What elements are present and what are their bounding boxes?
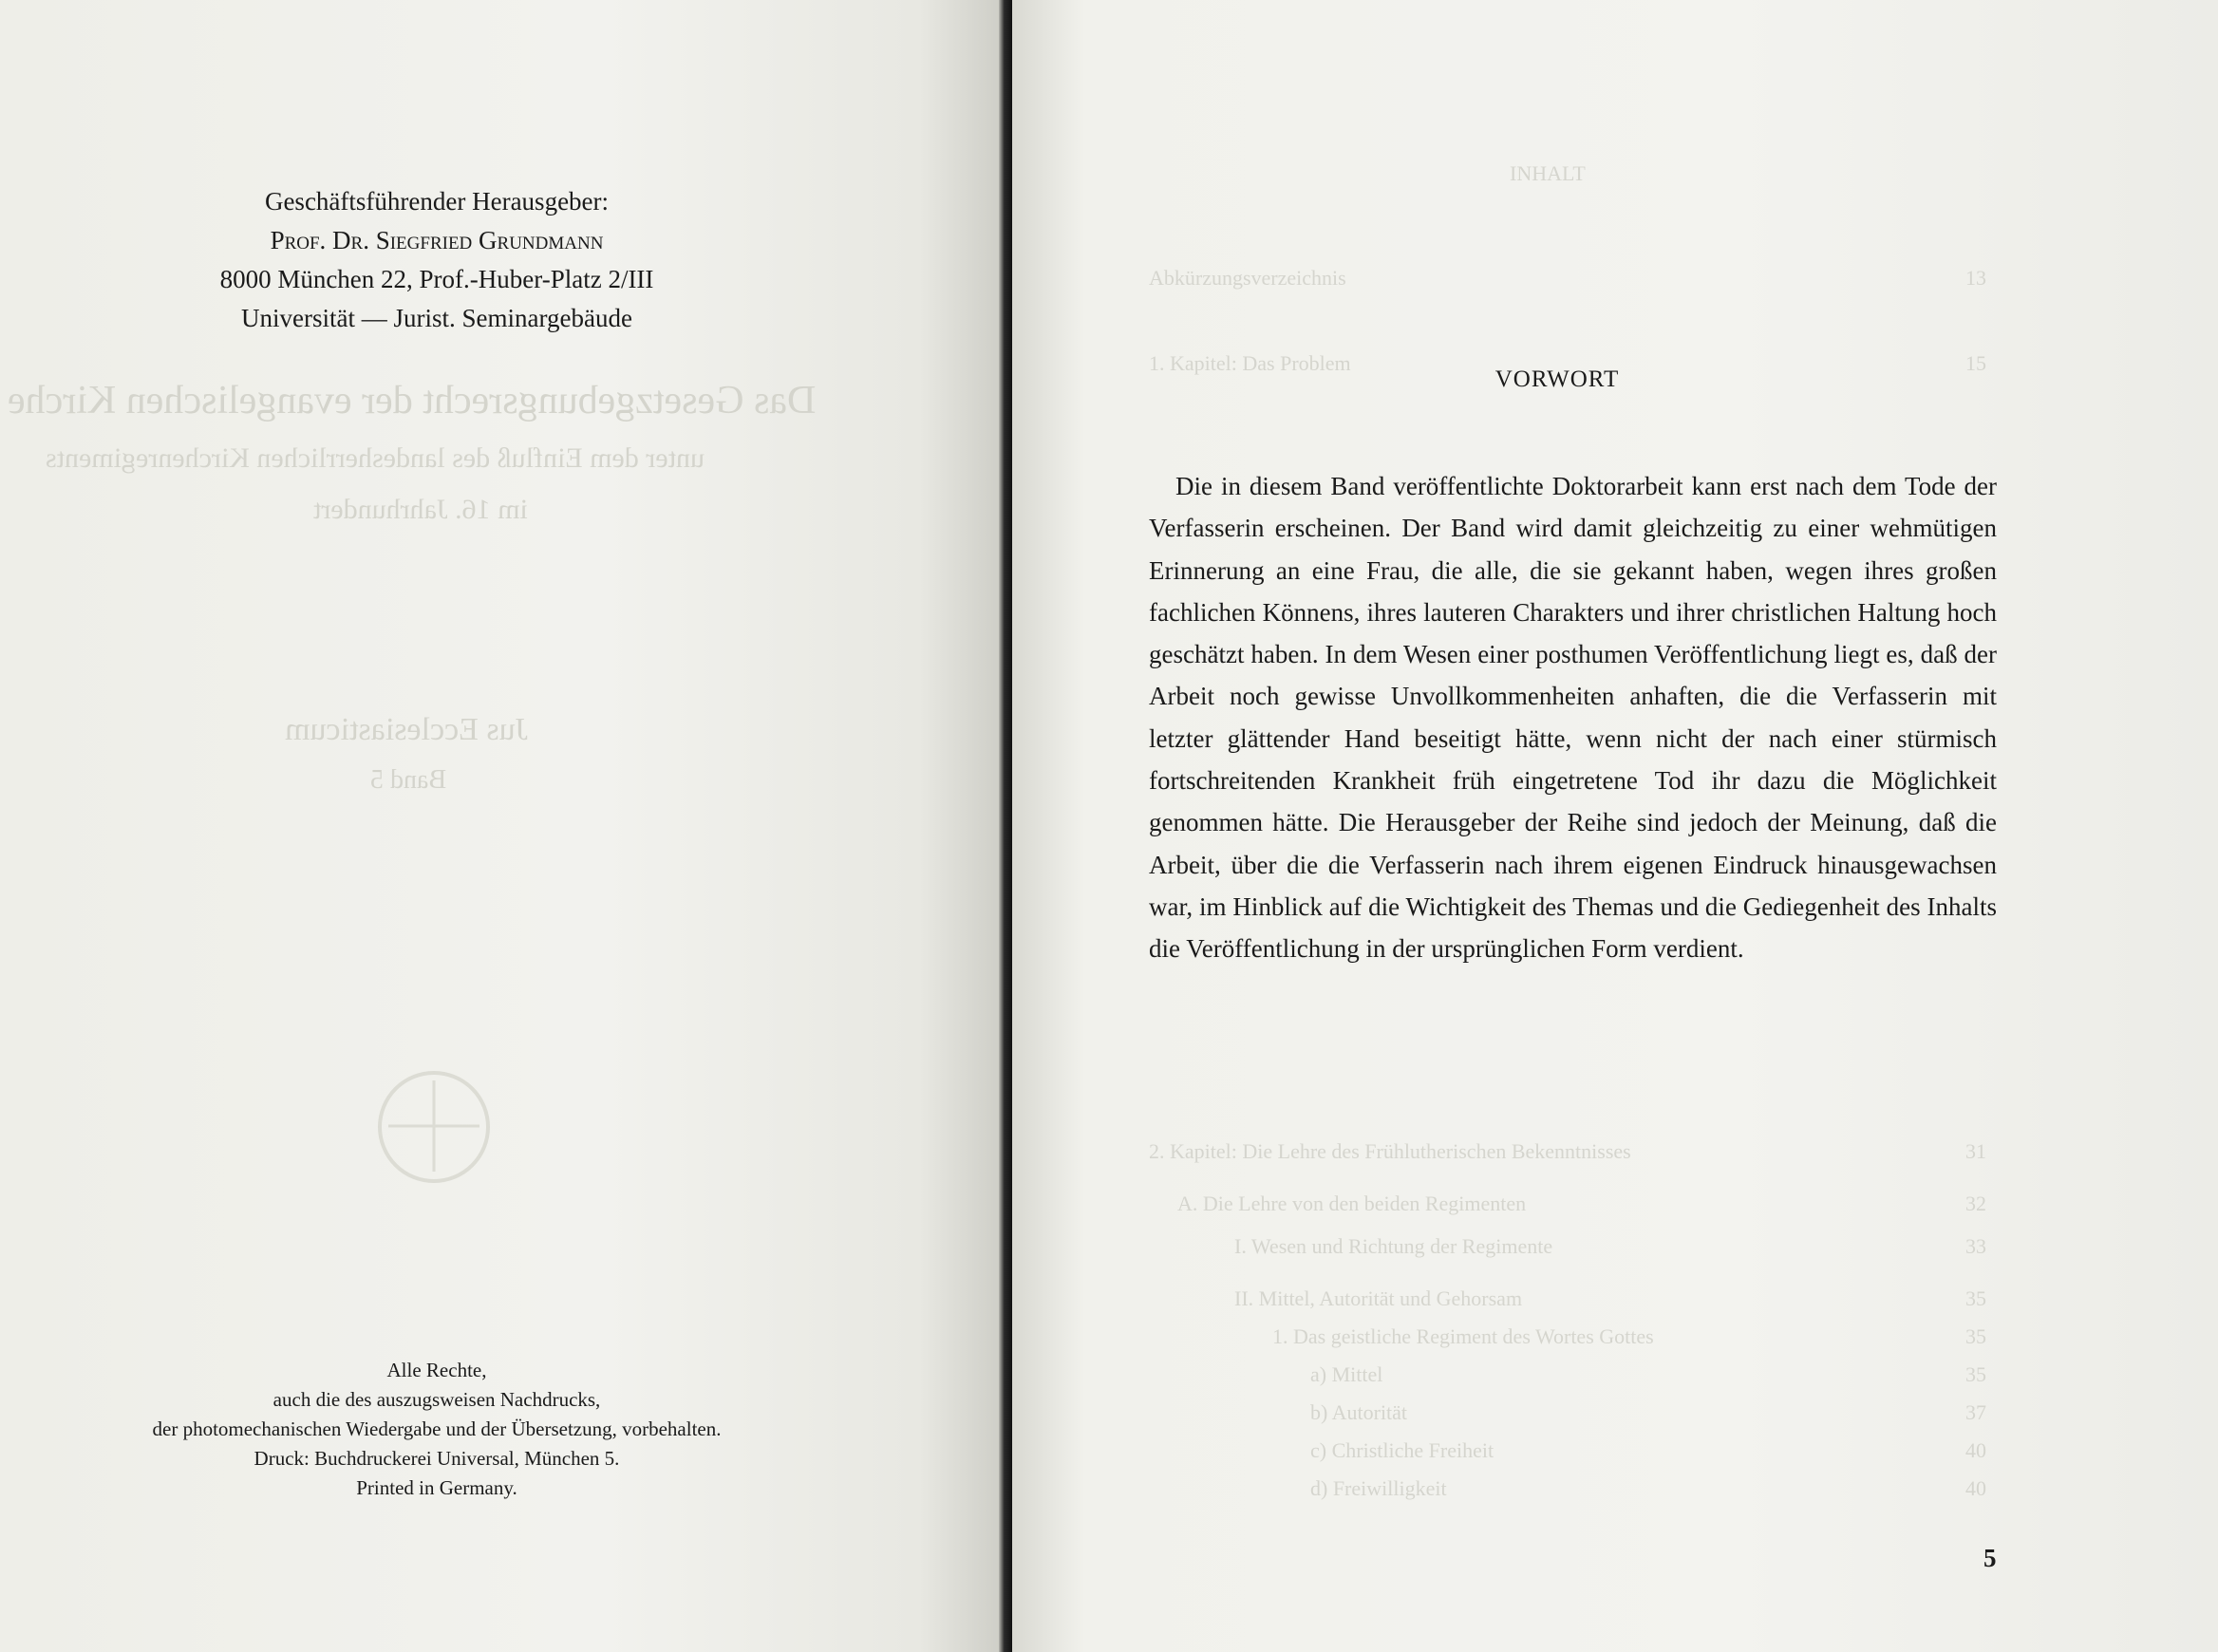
toc-entry: d) Freiwilligkeit [1310,1476,1447,1500]
toc-entry: Abkürzungsverzeichnis [1149,266,1346,290]
toc-entry: b) Autorität [1310,1400,1408,1424]
rights-line-1: Alle Rechte, [386,1359,487,1381]
publisher-role: Geschäftsführender Herausgeber: [264,187,610,216]
show-through-subtitle: unter dem Einfluß des landesherrlichen Kirchenregiments [46,442,705,474]
foreword-body [1149,465,1997,970]
toc-page: 35 [1965,1362,1986,1386]
toc-page: 33 [1965,1234,1986,1258]
toc-entry: 1. Kapitel: Das Problem [1149,351,1351,375]
toc-entry: I. Wesen und Richtung der Regimente [1234,1234,1553,1258]
publisher-block [123,182,750,338]
foreword-paragraph: Die in diesem Band veröffentlichte Doktorarbeit kann erst nach dem Tode der Verfasserin erscheinen. Der Band wird damit gleichzeitig zu einer wehmütigen Erinnerung an eine Frau, die alle, die sie gekannt haben, wegen ihres großen fachlichen Könnens, ihres lauteren Charakters und ihrer christlichen Haltung hoch geschätzt haben. In dem Wesen einer posthumen Veröffentlichung liegt es, daß der Arbeit noch gewisse Unvollkommenheiten anhaften, die die Verfasserin mit letzter glättender Hand beseitigt hätte, wenn nicht der nach einer stürmisch fortschreitenden Krankheit früh eingetretene Tod ihr dazu die Möglichkeit genommen hätte. Die Herausgeber der Reihe sind jedoch der Meinung, daß die Arbeit, über die die Verfasserin nach ihrem eigenen Eindruck hinausgewachsen war, im Hinblick auf die Wichtigkeit des Themas und die Gediegenheit des Inhalts die Veröffentlichung in der ursprünglichen Form verdient. [1149,472,1997,964]
toc-page: 40 [1965,1438,1986,1462]
toc-entry: a) Mittel [1310,1362,1383,1386]
toc-page: 40 [1965,1476,1986,1500]
publisher-name: Prof. Dr. Siegfried Grundmann [270,226,604,254]
show-through-century: im 16. Jahrhundert [313,494,528,525]
rights-line-2: auch die des auszugsweisen Nachdrucks, [273,1388,601,1411]
rights-line-3: der photomechanischen Wiedergabe und der Übersetzung, vorbehalten. [152,1417,722,1440]
book-gutter [999,0,1012,1652]
toc-entry: 1. Das geistliche Regiment des Wortes Gottes [1272,1324,1654,1348]
toc-entry: A. Die Lehre von den beiden Regimenten [1177,1192,1527,1215]
show-through-volume: Band 5 [370,765,447,795]
printer-line: Druck: Buchdruckerei Universal, München 5. [254,1447,620,1470]
show-through-series: Jus Ecclesiasticum [285,712,528,747]
rights-block [38,1356,836,1503]
toc-page: 32 [1965,1192,1986,1215]
foreword-title: VORWORT [1494,366,1620,392]
publisher-institution: Universität — Jurist. Seminargebäude [241,304,632,332]
toc-page: 35 [1965,1324,1986,1348]
toc-entry: 2. Kapitel: Die Lehre des Frühlutherischen Bekenntnisses [1149,1139,1631,1163]
toc-entry: c) Christliche Freiheit [1310,1438,1494,1462]
toc-page: 35 [1965,1286,1986,1310]
toc-page: 31 [1965,1139,1986,1163]
show-through-title: Das Gesetzgebungsrecht der evangelischen Kirche [8,379,817,422]
toc-page: 37 [1965,1400,1986,1424]
publisher-address: 8000 München 22, Prof.-Huber-Platz 2/III [219,265,654,293]
toc-entry: II. Mittel, Autorität und Gehorsam [1234,1286,1523,1310]
page-number: 5 [1983,1544,1997,1572]
toc-heading: INHALT [1510,161,1586,185]
left-page [0,0,999,1652]
toc-page: 15 [1965,351,1986,375]
show-through-emblem [378,1071,490,1183]
printed-in-line: Printed in Germany. [356,1476,517,1499]
toc-page: 13 [1965,266,1986,290]
